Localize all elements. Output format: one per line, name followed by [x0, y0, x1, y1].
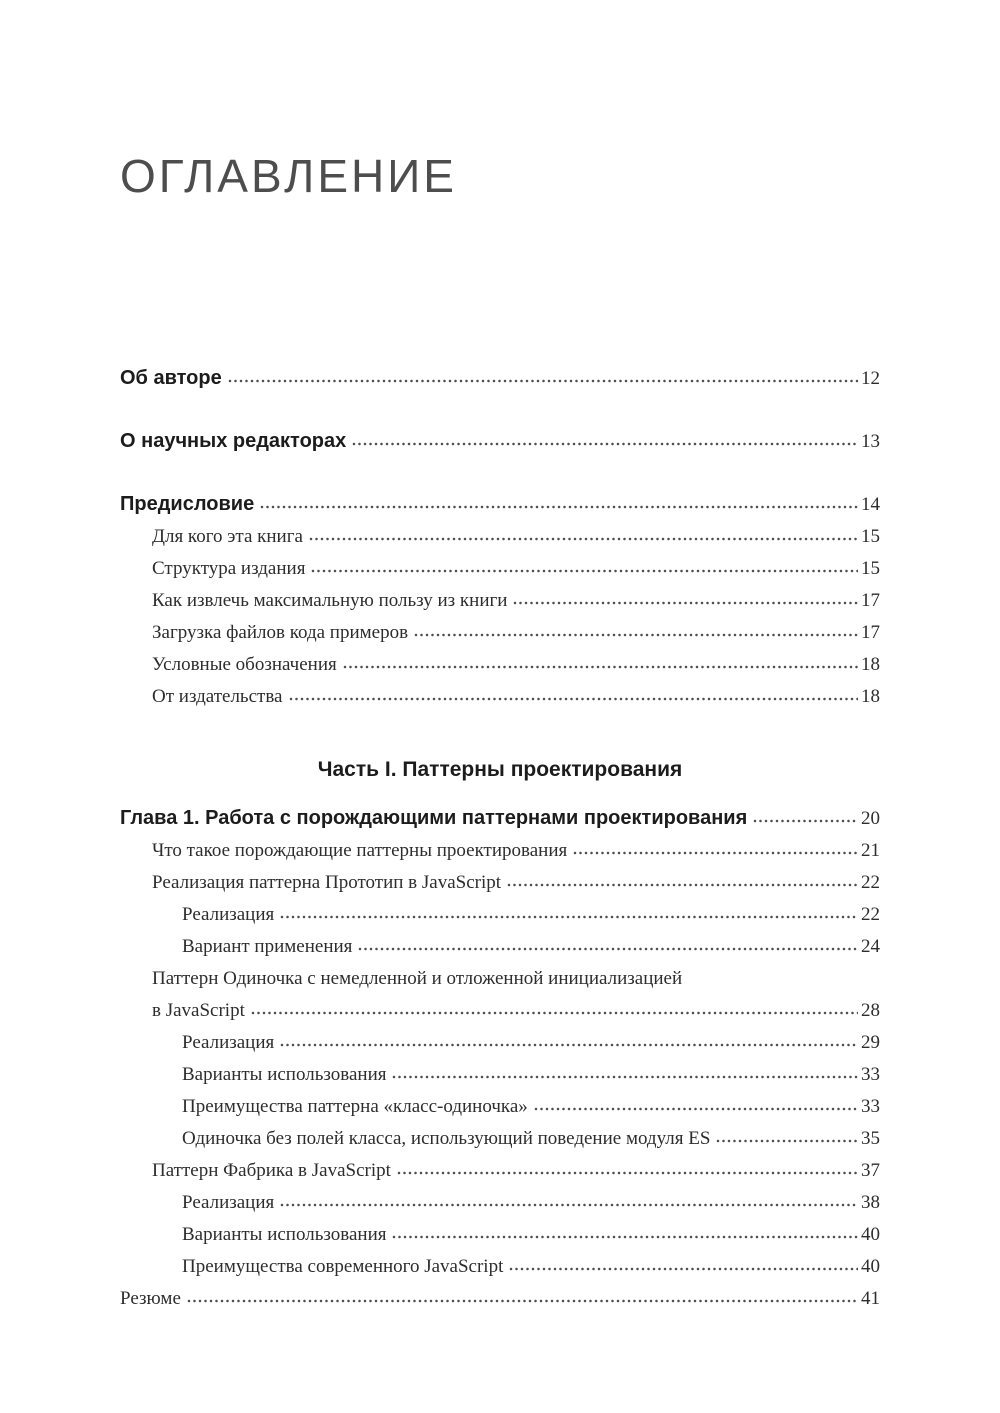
toc-entry-main-line — [152, 835, 880, 867]
toc-page-number: 20 — [861, 808, 880, 829]
toc-entry-title: Об авторе — [120, 367, 222, 389]
toc-leader-dots — [573, 851, 858, 856]
toc-page-number: 21 — [861, 840, 880, 861]
toc-entry-title-line: Паттерн Одиночка с немедленной и отложенной инициализацией — [152, 968, 683, 989]
toc-entry — [120, 521, 880, 553]
toc-leader-dots — [507, 883, 858, 888]
toc-entry-main-line — [152, 521, 880, 553]
toc-leader-dots — [260, 505, 858, 510]
toc-page-number: 18 — [861, 654, 880, 675]
toc-entry — [120, 1219, 880, 1251]
toc-entry — [120, 1187, 880, 1219]
toc-leader-dots — [289, 697, 859, 702]
toc-entry-title: Предисловие — [120, 493, 255, 515]
toc-entry-main-line — [120, 1283, 880, 1315]
toc-entry-main-line — [182, 1219, 880, 1251]
toc-entry-title: Для кого эта книга — [152, 526, 303, 547]
toc-leader-dots — [280, 1043, 858, 1048]
toc-leader-dots — [753, 819, 858, 824]
toc-entry — [120, 1091, 880, 1123]
toc-page-number: 41 — [861, 1288, 880, 1309]
toc-entry — [120, 963, 880, 1027]
toc-entry-title: Условные обозначения — [152, 654, 337, 675]
page-title: ОГЛАВЛЕНИЕ — [120, 150, 457, 202]
toc-entry-title: Одиночка без полей класса, использующий поведение модуля ES — [182, 1128, 711, 1149]
toc-entry-main-line — [120, 802, 880, 835]
toc-leader-dots — [187, 1299, 858, 1304]
toc-leader-dots — [716, 1139, 858, 1144]
toc-entry-main-line — [182, 899, 880, 931]
toc-entry — [120, 1251, 880, 1283]
toc-entry-title: Загрузка файлов кода примеров — [152, 622, 409, 643]
toc-entry-title: Глава 1. Работа с порождающими паттернами проектирования — [120, 807, 748, 829]
toc-entry-main-line — [120, 362, 880, 395]
toc-page-number: 12 — [861, 368, 880, 389]
toc-entry-title: Варианты использования — [182, 1224, 387, 1245]
toc-page-number: 33 — [861, 1064, 880, 1085]
toc-leader-dots — [392, 1075, 858, 1080]
toc-entry — [120, 835, 880, 867]
toc-leader-dots — [280, 1203, 858, 1208]
toc-entry-main-line — [182, 1123, 880, 1155]
toc-page-number: 29 — [861, 1032, 880, 1053]
toc-entry — [120, 425, 880, 458]
toc-leader-dots — [358, 947, 858, 952]
toc-page-number: 18 — [861, 686, 880, 707]
toc-entry-main-line — [182, 931, 880, 963]
toc-entry-title: в JavaScript — [152, 1000, 245, 1021]
toc-entry-main-line — [152, 867, 880, 899]
toc-page-number: 17 — [861, 590, 880, 611]
toc-entry-main-line — [152, 617, 880, 649]
toc-leader-dots — [397, 1171, 858, 1176]
toc-entry-title: Резюме — [120, 1288, 181, 1309]
toc-entry-title: Преимущества паттерна «класс-одиночка» — [182, 1096, 528, 1117]
toc-entry-main-line — [182, 1091, 880, 1123]
toc-leader-dots — [534, 1107, 858, 1112]
toc-leader-dots — [414, 633, 858, 638]
toc-leader-dots — [311, 569, 858, 574]
toc-page-number: 38 — [861, 1192, 880, 1213]
toc-leader-dots — [392, 1235, 858, 1240]
toc-page-number: 14 — [861, 494, 880, 515]
toc-entry-title: Реализация — [182, 1032, 275, 1053]
toc-entry-main-line — [152, 585, 880, 617]
toc-entry — [120, 931, 880, 963]
toc-leader-dots — [513, 601, 858, 606]
toc-entry-title: Как извлечь максимальную пользу из книги — [152, 590, 508, 611]
toc-entry — [120, 802, 880, 835]
toc-entry-title: Реализация — [182, 1192, 275, 1213]
toc-page-number: 40 — [861, 1256, 880, 1277]
toc-entry — [120, 1283, 880, 1315]
toc-entry — [120, 1155, 880, 1187]
toc-entry — [120, 585, 880, 617]
toc-leader-dots — [251, 1011, 858, 1016]
toc-entry — [120, 867, 880, 899]
toc-page-number: 22 — [861, 904, 880, 925]
toc-page-number: 35 — [861, 1128, 880, 1149]
toc-leader-dots — [280, 915, 858, 920]
toc-entry — [120, 1059, 880, 1091]
toc-entry-main-line — [152, 681, 880, 713]
toc-page-number: 15 — [861, 526, 880, 547]
toc-page-number: 37 — [861, 1160, 880, 1181]
toc-entry-main-line — [182, 1187, 880, 1219]
toc-entry — [120, 1123, 880, 1155]
toc-leader-dots — [352, 442, 858, 447]
toc-list — [120, 362, 880, 1315]
toc-entry-main-line — [182, 1027, 880, 1059]
toc-page-number: 24 — [861, 936, 880, 957]
toc-page-number: 22 — [861, 872, 880, 893]
toc-entry-main-line — [120, 488, 880, 521]
toc-leader-dots — [509, 1267, 858, 1272]
toc-entry — [120, 681, 880, 713]
toc-entry-title: Реализация паттерна Прототип в JavaScript — [152, 872, 502, 893]
toc-page-number: 15 — [861, 558, 880, 579]
toc-entry-main-line — [182, 1059, 880, 1091]
toc-entry-title: Паттерн Фабрика в JavaScript — [152, 1160, 391, 1181]
toc-entry — [120, 553, 880, 585]
toc-page-number: 40 — [861, 1224, 880, 1245]
toc-page-number: 28 — [861, 1000, 880, 1021]
toc-entry-title: Вариант применения — [182, 936, 353, 957]
toc-entry-main-line — [152, 1155, 880, 1187]
toc-page-number: 17 — [861, 622, 880, 643]
toc-entry-title: Что такое порождающие паттерны проектирования — [152, 840, 568, 861]
toc-page-number: 13 — [861, 431, 880, 452]
toc-entry — [120, 488, 880, 521]
toc-entry — [120, 1027, 880, 1059]
toc-entry-title: От издательства — [152, 686, 283, 707]
toc-leader-dots — [343, 665, 858, 670]
toc-entry-main-line — [120, 425, 880, 458]
toc-entry — [120, 649, 880, 681]
toc-entry-title: О научных редакторах — [120, 430, 347, 452]
toc-leader-dots — [309, 537, 858, 542]
toc-leader-dots — [228, 379, 858, 384]
toc-entry-title: Реализация — [182, 904, 275, 925]
toc-entry — [120, 362, 880, 395]
toc-entry-title: Варианты использования — [182, 1064, 387, 1085]
toc-entry-main-line — [152, 553, 880, 585]
toc-entry — [120, 617, 880, 649]
toc-entry-main-line — [152, 995, 880, 1027]
toc-entry-title: Структура издания — [152, 558, 306, 579]
toc-entry-main-line — [182, 1251, 880, 1283]
toc-entry-main-line — [152, 649, 880, 681]
toc-entry — [120, 899, 880, 931]
toc-page-number: 33 — [861, 1096, 880, 1117]
part-heading: Часть I. Паттерны проектирования — [317, 758, 683, 781]
toc-entry-title: Преимущества современного JavaScript — [182, 1256, 504, 1277]
